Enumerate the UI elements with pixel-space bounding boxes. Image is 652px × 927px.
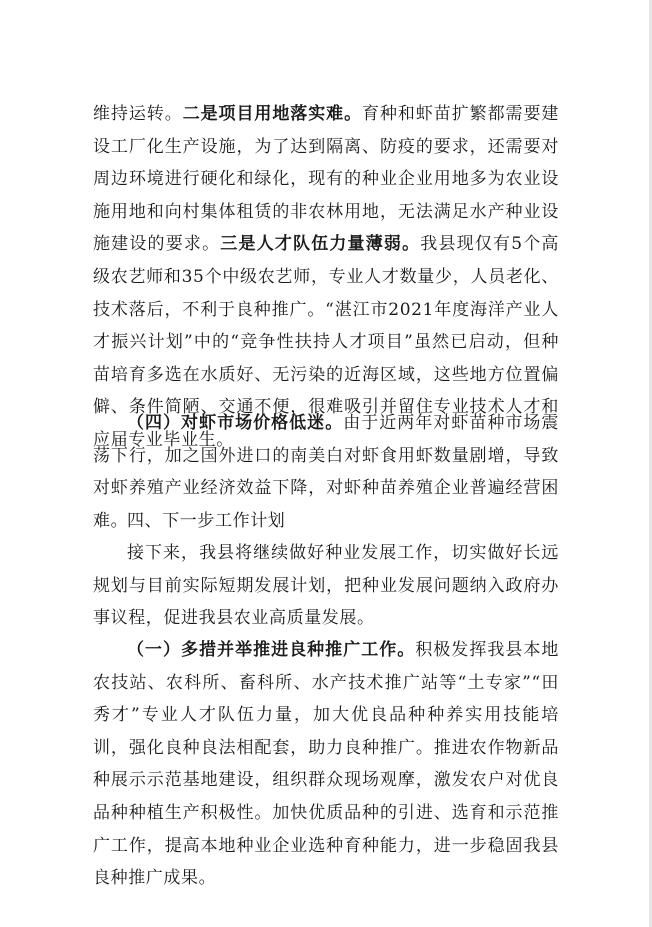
paragraph-text: 我县现仅有5个高级农艺师和35个中级农艺师，专业人才数量少，人员老化、技术落后，不利于良种推广。“湛江市2021年度海洋产业人才振兴计划”中的“竞争性扶持人才项目”虽然已启动，但种苗培育多选在水质好、无污染的近海区域，这些地方位置偏僻、条件简陋、交通不便，很难吸引并留住专业技术人才和应届专业毕业生。 [93,234,559,450]
section-heading [93,505,559,538]
bold-heading-seed-promotion: （一）多措并举推进良种推广工作。 [127,640,416,660]
paragraph-seed-promotion [93,634,559,895]
bold-point-talent: 三是人才队伍力量薄弱。 [220,234,421,255]
paragraph-text: 维持运转。 [93,104,183,124]
paragraph-text: 育种和虾苗扩繁都需要建设工厂化生产设施，为了达到隔离、防疫的要求，还需要对周边环境进行硬化和绿化，现有的种业企业用地多为农业设施用地和向村集体租赁的非农林用地，无法满足水产种业设施建设的要求。 [93,104,560,255]
section-heading-text: 四、下一步工作计划 [127,511,286,531]
bold-heading-shrimp-market: （四）对虾市场价格低迷。 [127,413,344,433]
paragraph-text: 接下来，我县将继续做好种业发展工作，切实做好长远规划与目前实际短期发展计划，把种业发展问题纳入政府办事议程，促进我县农业高质量发展。 [93,543,559,629]
paragraph-body [93,98,559,457]
bold-point-land: 二是项目用地落实难。 [182,104,363,124]
paragraph-next-steps-intro [93,537,559,635]
paragraph-text: 积极发挥我县本地农技站、农科所、畜科所、水产技术推广站等“土专家”“田秀才”专业人才队伍力量，加大优良品种种养实用技能培训，强化良种良法相配套，助力良种推广。推进农作物新品种展示示范基地建设，组织群众现场观摩，激发农户对优良品种种植生产积极性。加快优质品种的引进、选育和示范推广工作，提高本地种业企业选种育种能力，进一步稳固我县良种推广成果。 [93,640,559,889]
paragraph-text: 由于近两年对虾苗种市场震荡下行，加之国外进口的南美白对虾食用虾数量剧增，导致对虾养殖产业经济效益下降，对虾种苗养殖企业普遍经营困难。 [93,413,560,531]
paragraph-land-and-talent [93,98,559,457]
paragraph-body [93,634,559,895]
